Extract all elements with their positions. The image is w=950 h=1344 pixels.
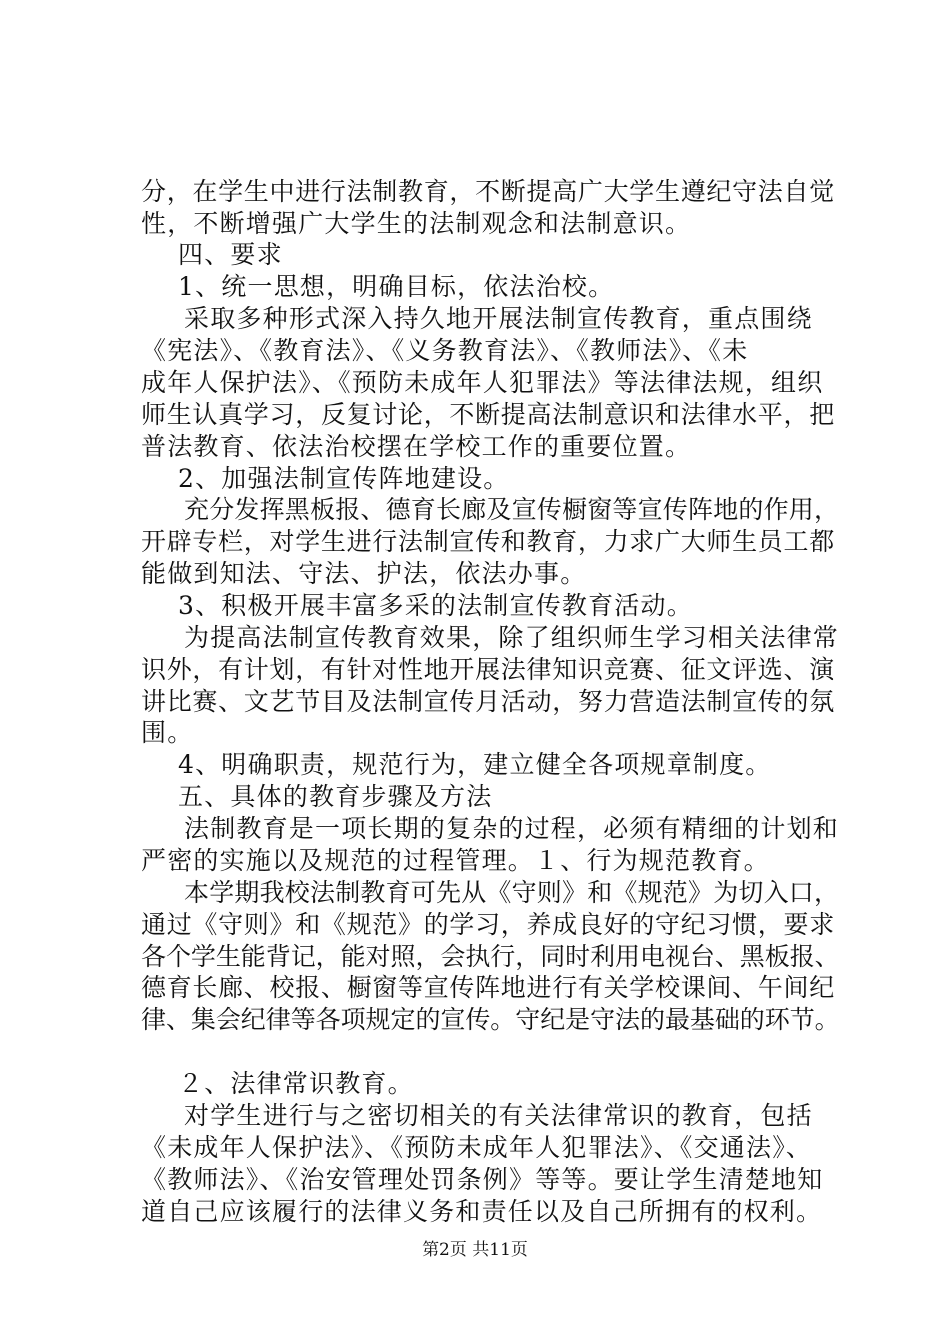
body-text-line: 《教师法》、《治安管理处罚条例》等等。要让学生清楚地知: [141, 1165, 824, 1194]
subsection-heading: 3、积极开展丰富多采的法制宣传教育活动。: [178, 591, 693, 620]
body-text-line: 围。: [141, 718, 194, 747]
body-text-line: 法制教育是一项长期的复杂的过程，必须有精细的计划和: [184, 814, 840, 843]
body-text-line: 道自己应该履行的法律义务和责任以及自己所拥有的权利。: [141, 1197, 823, 1226]
body-text-line: 讲比赛、文艺节目及法制宣传月活动，努力营造法制宣传的氛: [141, 687, 835, 716]
body-text-line: 成年人保护法》、《预防未成年人犯罪法》等法律法规，组织: [141, 368, 824, 397]
body-text-line: 师生认真学习，反复讨论，不断提高法制意识和法律水平，把: [141, 400, 835, 429]
body-text-line: 识外，有计划，有针对性地开展法律知识竞赛、征文评选、演: [141, 655, 835, 684]
body-text-line: 充分发挥黑板报、德育长廊及宣传橱窗等宣传阵地的作用，: [184, 495, 840, 524]
body-text-line: 分，在学生中进行法制教育，不断提高广大学生遵纪守法自觉: [141, 177, 835, 206]
body-text-line: 《宪法》、《教育法》、《义务教育法》、《教师法》、《未: [141, 336, 749, 365]
body-text-line: 开辟专栏，对学生进行法制宣传和教育，力求广大师生员工都: [141, 527, 835, 556]
subsection-heading: 1、统一思想，明确目标，依法治校。: [178, 272, 615, 301]
page-number-footer: 第2页 共11页: [422, 1240, 528, 1260]
subsection-heading: 2、加强法制宣传阵地建设。: [178, 464, 510, 493]
body-text-line: 性，不断增强广大学生的法制观念和法制意识。: [141, 209, 692, 238]
body-text-line: 为提高法制宣传教育效果，除了组织师生学习相关法律常: [184, 623, 840, 652]
body-text-line: 《未成年人保护法》、《预防未成年人犯罪法》、《交通法》、: [141, 1133, 813, 1162]
body-text-line: 对学生进行与之密切相关的有关法律常识的教育，包括: [184, 1101, 813, 1130]
body-text-line: 各个学生能背记，能对照，会执行，同时利用电视台、黑板报、: [141, 942, 840, 971]
body-text-line: 能做到知法、守法、护法，依法办事。: [141, 559, 587, 588]
body-text-line: 普法教育、依法治校摆在学校工作的重要位置。: [141, 432, 692, 461]
section-heading: 四、要求: [178, 240, 283, 269]
subsection-heading: ２、法律常识教育。: [178, 1069, 414, 1098]
subsection-heading: 4、明确职责，规范行为，建立健全各项规章制度。: [178, 750, 772, 779]
section-heading: 五、具体的教育步骤及方法: [178, 782, 493, 811]
body-text-line: 严密的实施以及规范的过程管理。１、行为规范教育。: [141, 846, 770, 875]
body-text-line: 律、集会纪律等各项规定的宣传。守纪是守法的最基础的环节。: [141, 1005, 840, 1034]
body-text-line: 通过《守则》和《规范》的学习，养成良好的守纪习惯，要求: [141, 910, 835, 939]
body-text-line: 采取多种形式深入持久地开展法制宣传教育，重点围绕: [184, 304, 813, 333]
body-text-line: 本学期我校法制教育可先从《守则》和《规范》为切入口，: [184, 878, 840, 907]
body-text-line: 德育长廊、校报、橱窗等宣传阵地进行有关学校课间、午间纪: [141, 973, 835, 1002]
